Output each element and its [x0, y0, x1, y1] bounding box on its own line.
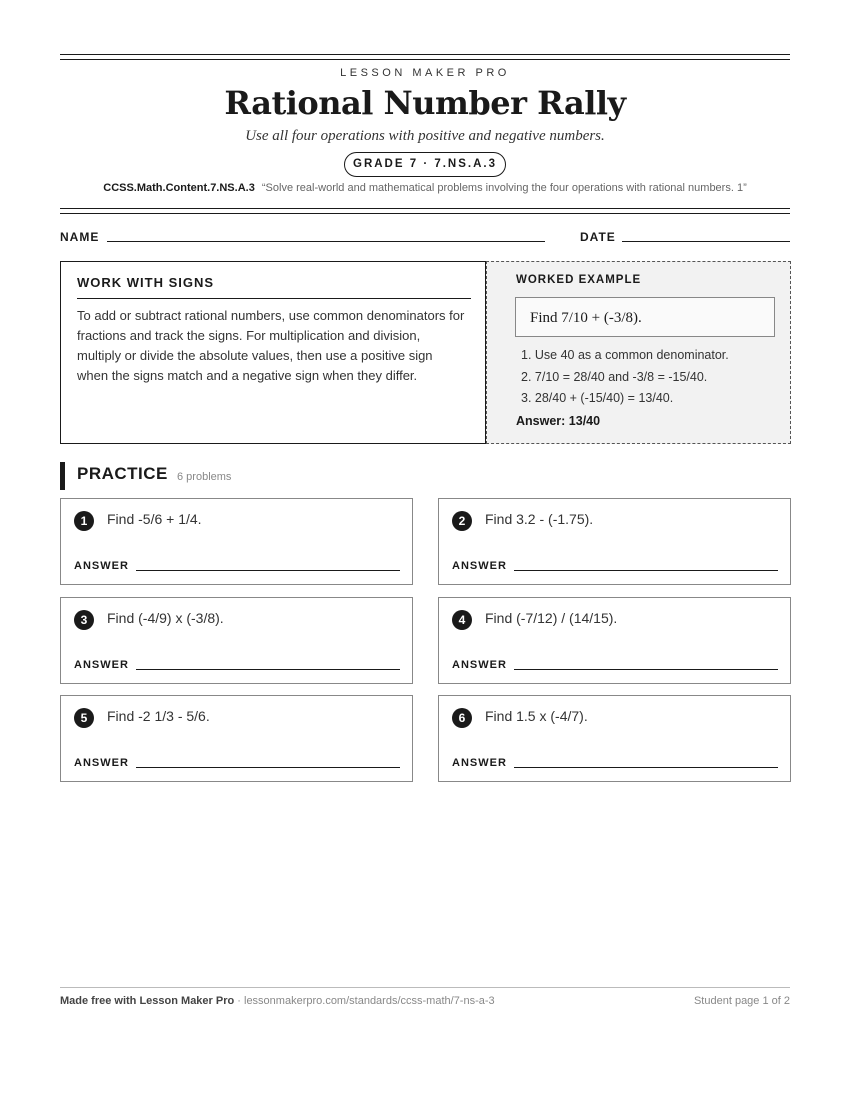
answer-field[interactable]: [136, 669, 400, 670]
standard-code: CCSS.Math.Content.7.NS.A.3: [103, 182, 255, 194]
top-double-rule: [60, 54, 790, 60]
footer-divider: [60, 987, 790, 988]
answer-label: ANSWER: [74, 757, 129, 769]
answer-field[interactable]: [136, 767, 400, 768]
footer-made-with: Made free with Lesson Maker Pro: [60, 995, 235, 1007]
example-step: 2. 7/10 = 28/40 and -3/8 = -15/40.: [521, 369, 708, 384]
problem-number-badge: 4: [452, 610, 472, 630]
footer-credit: [60, 995, 495, 1007]
problem-card: [60, 597, 413, 684]
answer-field[interactable]: [514, 570, 778, 571]
name-field[interactable]: [107, 241, 545, 242]
answer-field[interactable]: [514, 767, 778, 768]
answer-label: ANSWER: [452, 560, 507, 572]
grade-badge: GRADE 7 · 7.NS.A.3: [344, 152, 506, 177]
problem-prompt: Find (-4/9) x (-3/8).: [107, 610, 224, 626]
answer-label: ANSWER: [452, 659, 507, 671]
problem-card: [438, 597, 791, 684]
practice-count: 6 problems: [177, 471, 232, 483]
example-answer: Answer: 13/40: [516, 414, 601, 428]
answer-field[interactable]: [136, 570, 400, 571]
problem-number-badge: 3: [74, 610, 94, 630]
signs-body: To add or subtract rational numbers, use common denominators for fractions and track the signs. For multiplication and division, multiply or divide the absolute values, then use a positive sign when the signs match and a negative sign when they differ.: [77, 308, 465, 383]
name-label: NAME: [60, 230, 100, 244]
date-label: DATE: [580, 230, 616, 244]
brand-label: LESSON MAKER PRO: [340, 67, 510, 79]
problem-prompt: Find -5/6 + 1/4.: [107, 511, 202, 527]
footer-url[interactable]: · lessonmakerpro.com/standards/ccss-math/7-ns-a-3: [237, 995, 495, 1007]
worked-example-box: [486, 261, 791, 444]
problem-number-badge: 1: [74, 511, 94, 531]
problem-prompt: Find (-7/12) / (14/15).: [485, 610, 618, 626]
example-title: WORKED EXAMPLE: [516, 274, 642, 286]
answer-label: ANSWER: [74, 560, 129, 572]
worksheet-page: [60, 0, 790, 1100]
problem-card: [60, 695, 413, 782]
problem-card: [438, 498, 791, 585]
answer-field[interactable]: [514, 669, 778, 670]
example-step: 1. Use 40 as a common denominator.: [521, 348, 729, 362]
example-problem: Find 7/10 + (-3/8).: [515, 297, 775, 337]
problem-prompt: Find -2 1/3 - 5/6.: [107, 708, 210, 724]
problem-card: [60, 498, 413, 585]
problem-number-badge: 6: [452, 708, 472, 728]
standard-text: “Solve real-world and mathematical problems involving the four operations with rational numbers. 1”: [261, 182, 747, 194]
answer-label: ANSWER: [452, 757, 507, 769]
header-bottom-double-rule: [60, 208, 790, 214]
problem-card: [438, 695, 791, 782]
problem-number-badge: 5: [74, 708, 94, 728]
practice-accent-bar: [60, 462, 65, 490]
problem-prompt: Find 3.2 - (-1.75).: [485, 511, 594, 527]
standard-line: [60, 182, 790, 194]
page-title: Rational Number Rally: [224, 84, 626, 122]
problem-prompt: Find 1.5 x (-4/7).: [485, 708, 588, 724]
answer-label: ANSWER: [74, 659, 129, 671]
signs-title: WORK WITH SIGNS: [77, 275, 215, 290]
example-step: 3. 28/40 + (-15/40) = 13/40.: [521, 391, 674, 405]
problem-number-badge: 2: [452, 511, 472, 531]
practice-title: PRACTICE: [77, 464, 168, 483]
work-with-signs-box: [60, 261, 486, 444]
page-subtitle: Use all four operations with positive and negative numbers.: [245, 128, 605, 144]
example-steps: [521, 345, 729, 410]
footer-page-number: Student page 1 of 2: [693, 995, 790, 1007]
signs-divider: [77, 298, 471, 299]
date-field[interactable]: [622, 241, 790, 242]
